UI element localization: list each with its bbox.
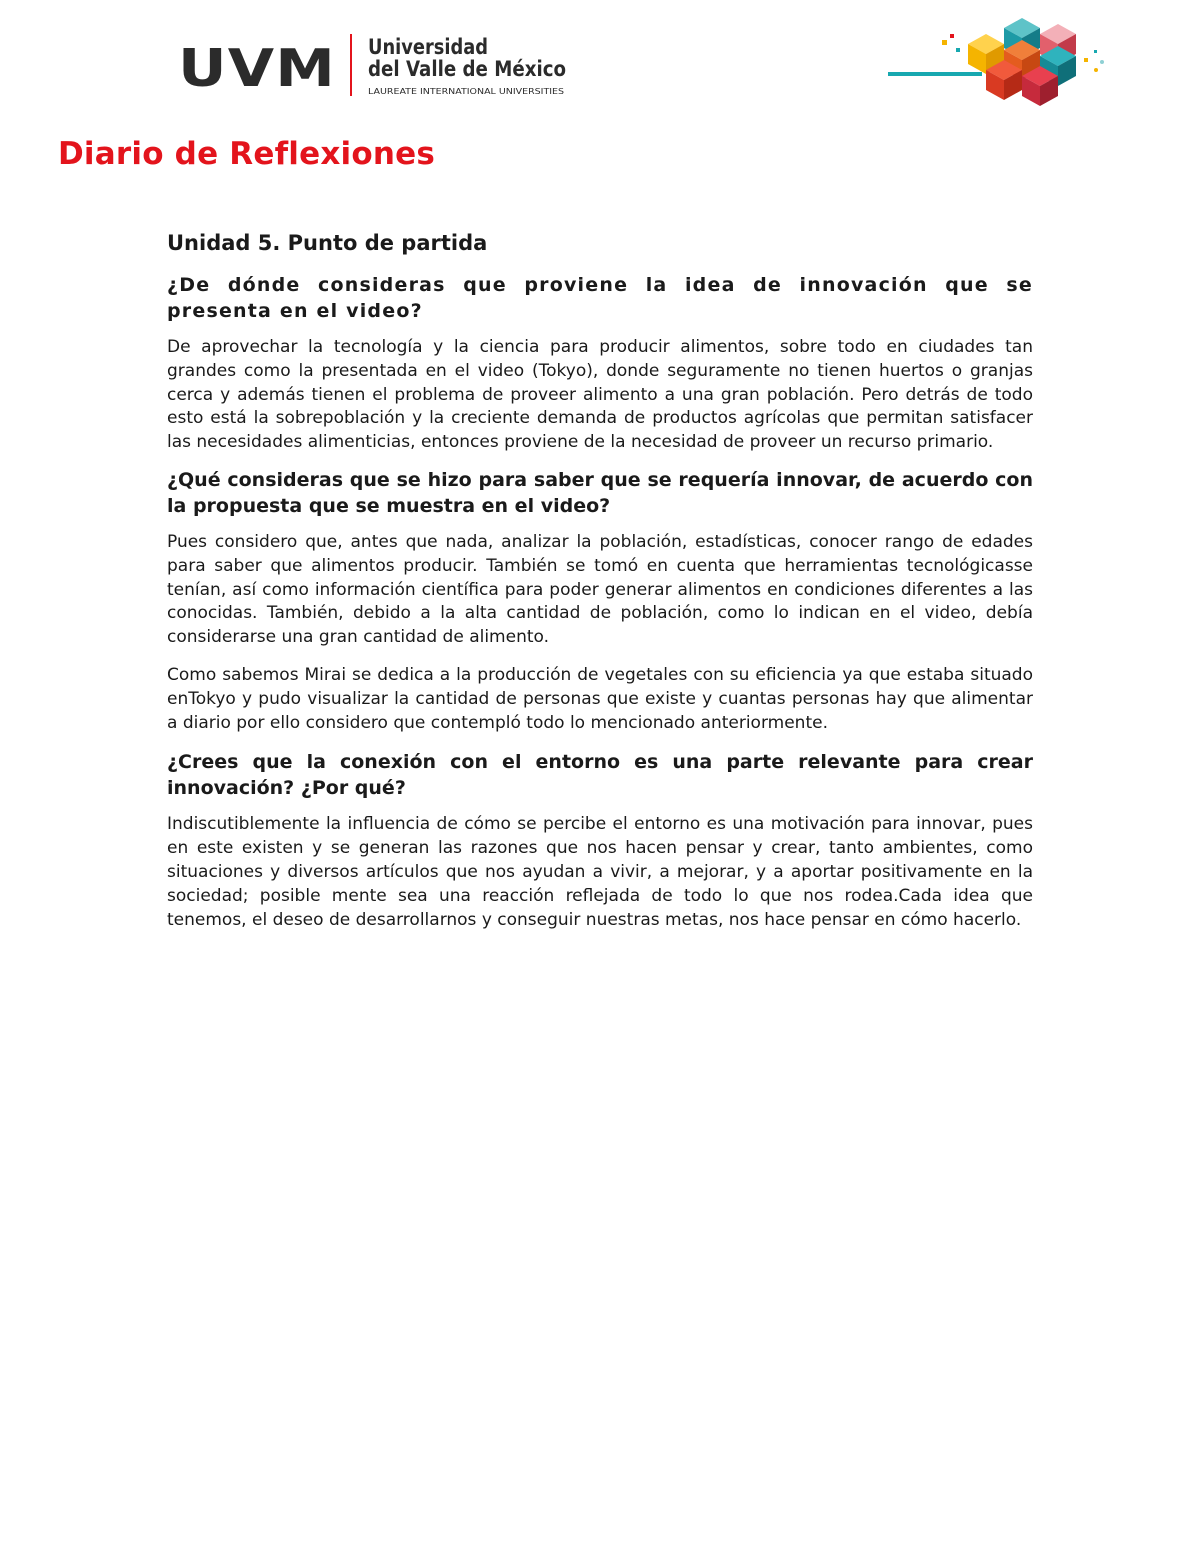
logo-line2: del Valle de México bbox=[368, 57, 566, 81]
question-1: ¿De dónde consideras que proviene la idea de innovación que se presenta en el video? bbox=[167, 274, 1033, 322]
logo-wordmark: UVM bbox=[178, 39, 336, 99]
answer-3-paragraph-1: Indiscutiblemente la influencia de cómo se percibe el entorno es una motivación para innovar, pues en este existen y se generan las razones que nos hacen pensar y crear, tanto ambientes, como situaciones y diversos artículos que nos ayudan a vivir, a mejorar, y a aportar positivamente en la sociedad; posible mente sea una reacción reflejada de todo lo que nos rodea.Cada idea que tenemos, el deseo de desarrollarnos y conseguir nuestras metas, nos hace pensar en cómo hacerlo. bbox=[167, 814, 1033, 930]
question-2: ¿Qué consideras que se hizo para saber que se requería innovar, de acuerdo con la propuesta que se muestra en el video? bbox=[167, 468, 1033, 517]
answer-2-paragraph-2: Como sabemos Mirai se dedica a la producción de vegetales con su eficiencia ya que estaba situado enTokyo y pudo visualizar la cantidad de personas que existe y cuantas personas hay que alimentar a diario por ello considero que contempló todo lo mencionado anteriormente. bbox=[167, 664, 1033, 733]
logo-red-divider bbox=[350, 34, 352, 96]
question-3: ¿Crees que la conexión con el entorno es una parte relevante para crear innovación? ¿Por qué? bbox=[167, 751, 1033, 800]
uvm-logo bbox=[178, 34, 578, 104]
answer-2-paragraph-1: Pues considero que, antes que nada, analizar la población, estadísticas, conocer rango de edades para saber que alimentos producir. También se tomó en cuenta que herramientas tecnológicasse tenían, así como información científica para poder generar alimentos en condiciones diferentes a las conocidas. También, debido a la alta cantidad de población, como lo indican en el video, debía considerarse una gran cantidad de alimento. bbox=[167, 531, 1033, 648]
page-header bbox=[0, 0, 1200, 120]
answer-1-paragraph-1: De aprovechar la tecnología y la ciencia para producir alimentos, sobre todo en ciudades tan grandes como la presentada en el video (Tokyo), donde seguramente no tienen huertos o granjas cerca y además tienen el problema de proveer alimento a una gran población. Pero detrás de todo esto está la sobrepoblación y la creciente demanda de productos agrícolas que permitan satisfacer las necesidades alimenticias, entonces proviene de la necesidad de proveer un recurso primario. bbox=[167, 337, 1033, 453]
document-body bbox=[167, 228, 1033, 946]
logo-line1: Universidad bbox=[368, 35, 488, 59]
colorful-cubes-graphic-icon bbox=[884, 14, 1114, 114]
unit-heading: Unidad 5. Punto de partida bbox=[167, 231, 488, 255]
document-title: Diario de Reflexiones bbox=[58, 136, 435, 172]
logo-tagline: LAUREATE INTERNATIONAL UNIVERSITIES bbox=[368, 87, 564, 96]
